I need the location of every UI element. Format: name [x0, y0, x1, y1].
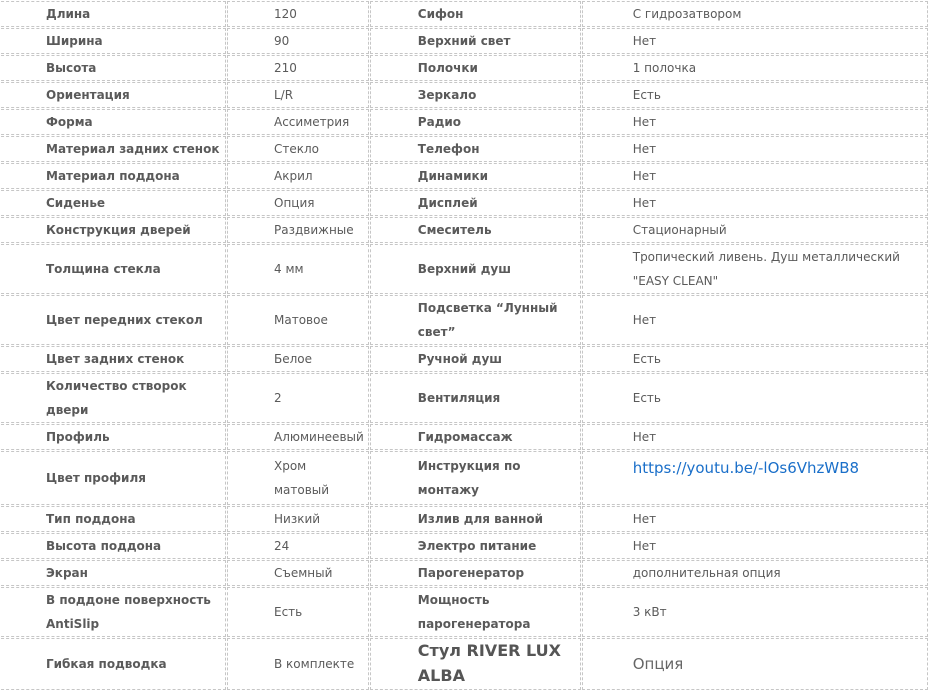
table-row	[0, 28, 928, 54]
spec-value-text: Нет	[632, 115, 657, 129]
spec-value	[227, 136, 369, 162]
table-row	[0, 1, 928, 27]
spec-value	[227, 163, 369, 189]
spec-label-text: Конструкция дверей	[46, 223, 191, 237]
spec-label-text: Радио	[417, 115, 462, 129]
spec-label	[0, 638, 226, 690]
spec-label-text: Экран	[46, 566, 88, 580]
spec-label-text: Толщина стекла	[46, 262, 161, 276]
spec-value-text: Есть	[632, 352, 661, 366]
spec-value-text: Нет	[632, 313, 657, 327]
spec-value	[582, 506, 928, 532]
spec-value-text: Нет	[632, 142, 657, 156]
spec-label	[370, 533, 581, 559]
spec-label-text: Телефон	[417, 142, 480, 156]
table-row	[0, 506, 928, 532]
spec-label-text: Динамики	[417, 169, 489, 183]
spec-label-text: Мощность парогенератора	[417, 593, 531, 631]
spec-value	[582, 28, 928, 54]
spec-label-text: Высота	[46, 61, 97, 75]
spec-value	[227, 217, 369, 243]
spec-label	[0, 190, 226, 216]
spec-value	[227, 424, 369, 450]
spec-value-text: Опция	[632, 654, 684, 673]
table-row	[0, 295, 928, 345]
spec-value	[227, 82, 369, 108]
spec-label-text: Материал задних стенок	[46, 142, 220, 156]
spec-label	[370, 506, 581, 532]
spec-label-text: Полочки	[417, 61, 478, 75]
spec-label	[370, 217, 581, 243]
spec-label	[0, 109, 226, 135]
spec-label	[370, 82, 581, 108]
spec-value	[582, 346, 928, 372]
spec-value-text: Нет	[632, 539, 657, 553]
spec-label-text: Подсветка “Лунный свет”	[417, 301, 558, 339]
spec-label	[0, 136, 226, 162]
table-row	[0, 55, 928, 81]
spec-label-text: Цвет задних стенок	[46, 352, 185, 366]
spec-label	[370, 638, 581, 690]
spec-label-text: Цвет передних стекол	[46, 313, 203, 327]
spec-label-text: Профиль	[46, 430, 110, 444]
spec-value	[227, 373, 369, 423]
spec-label-text: Зеркало	[417, 88, 477, 102]
spec-value-text: Ассиметрия	[274, 115, 350, 129]
spec-label-text: Вентиляция	[417, 391, 501, 405]
spec-value	[227, 560, 369, 586]
spec-label-text: Излив для ванной	[417, 512, 544, 526]
spec-label-text: Цвет профиля	[46, 471, 146, 485]
spec-label	[0, 217, 226, 243]
spec-label-text: Верхний душ	[417, 262, 511, 276]
spec-value	[582, 55, 928, 81]
spec-label	[370, 295, 581, 345]
spec-value	[227, 28, 369, 54]
spec-label-text: Смеситель	[417, 223, 492, 237]
spec-label	[370, 163, 581, 189]
spec-label-text: Верхний свет	[417, 34, 511, 48]
spec-label	[370, 346, 581, 372]
spec-value	[582, 136, 928, 162]
spec-value-text: Нет	[632, 34, 657, 48]
spec-value-text: Белое	[274, 352, 313, 366]
spec-value-text: 90	[274, 34, 290, 48]
spec-label	[370, 136, 581, 162]
spec-value-text: Съемный	[274, 566, 333, 580]
spec-value-text: Стационарный	[632, 223, 727, 237]
spec-label-text: Электро питание	[417, 539, 537, 553]
spec-label-text: Инструкция по монтажу	[417, 459, 521, 497]
spec-value	[582, 109, 928, 135]
spec-value	[582, 82, 928, 108]
spec-label-text: Тип поддона	[46, 512, 136, 526]
spec-label	[370, 560, 581, 586]
spec-value	[227, 109, 369, 135]
spec-value-text: Хром матовый	[274, 459, 330, 497]
spec-label	[0, 587, 226, 637]
table-row	[0, 560, 928, 586]
spec-label	[370, 109, 581, 135]
spec-value-text: 1 полочка	[632, 61, 697, 75]
spec-value	[227, 587, 369, 637]
spec-label	[370, 587, 581, 637]
spec-value-text: 2	[274, 391, 282, 405]
spec-label-text: Гидромассаж	[417, 430, 513, 444]
spec-label-text: Сифон	[417, 7, 464, 21]
spec-label-text: В поддоне поверхность AntiSlip	[46, 593, 211, 631]
table-row	[0, 533, 928, 559]
spec-value	[582, 244, 928, 294]
spec-value-text: Стекло	[274, 142, 320, 156]
spec-label	[370, 424, 581, 450]
spec-label	[370, 373, 581, 423]
spec-value	[227, 244, 369, 294]
spec-value-text: Акрил	[274, 169, 313, 183]
table-row	[0, 587, 928, 637]
spec-value-text: 4 мм	[274, 262, 304, 276]
spec-label	[0, 451, 226, 505]
spec-value-text: Нет	[632, 169, 657, 183]
table-row	[0, 82, 928, 108]
spec-value-text: 24	[274, 539, 290, 553]
spec-value	[582, 424, 928, 450]
spec-value	[227, 55, 369, 81]
spec-value-text: Нет	[632, 196, 657, 210]
spec-label	[0, 82, 226, 108]
spec-value	[582, 295, 928, 345]
spec-label	[0, 560, 226, 586]
spec-label	[370, 244, 581, 294]
spec-label	[0, 533, 226, 559]
spec-label	[0, 55, 226, 81]
spec-label-text: Длина	[46, 7, 91, 21]
table-row	[0, 163, 928, 189]
spec-value-text: 3 кВт	[632, 605, 667, 619]
spec-value	[582, 638, 928, 690]
spec-value	[582, 1, 928, 27]
spec-value	[227, 346, 369, 372]
spec-label-text: Ручной душ	[417, 352, 503, 366]
spec-label	[370, 55, 581, 81]
table-row	[0, 244, 928, 294]
spec-value-text: 210	[274, 61, 297, 75]
spec-value-text: В комплекте	[274, 657, 355, 671]
table-row	[0, 638, 928, 690]
spec-label	[0, 346, 226, 372]
spec-value	[227, 1, 369, 27]
spec-value	[582, 533, 928, 559]
spec-value	[227, 451, 369, 505]
spec-value	[582, 190, 928, 216]
spec-value	[227, 190, 369, 216]
spec-value	[227, 506, 369, 532]
spec-value	[582, 560, 928, 586]
spec-label	[0, 424, 226, 450]
table-row	[0, 217, 928, 243]
spec-label-text: Парогенератор	[417, 566, 525, 580]
spec-value-text: Нет	[632, 430, 657, 444]
spec-value-text: Нет	[632, 512, 657, 526]
table-row	[0, 424, 928, 450]
table-row	[0, 373, 928, 423]
spec-value	[582, 163, 928, 189]
table-row	[0, 109, 928, 135]
table-row	[0, 346, 928, 372]
spec-value-text: 120	[274, 7, 297, 21]
spec-value	[582, 373, 928, 423]
spec-label-text: Ориентация	[46, 88, 130, 102]
spec-label-text: Сиденье	[46, 196, 106, 210]
spec-label	[0, 28, 226, 54]
spec-value-text: Есть	[274, 605, 303, 619]
spec-label-text: Высота поддона	[46, 539, 162, 553]
spec-value-text: Тропический ливень. Душ металлический "EASY CLEAN"	[632, 250, 900, 288]
spec-label	[0, 373, 226, 423]
spec-label-text: Гибкая подводка	[46, 657, 167, 671]
spec-label	[370, 451, 581, 505]
spec-value-text: L/R	[274, 88, 294, 102]
spec-value	[582, 587, 928, 637]
spec-value-text: Алюминеевый	[274, 430, 364, 444]
spec-label	[370, 28, 581, 54]
install-instruction-link[interactable]: https://youtu.be/-lOs6VhzWB8	[632, 459, 860, 477]
spec-value	[582, 451, 928, 505]
spec-label	[0, 244, 226, 294]
spec-value	[227, 295, 369, 345]
spec-label	[370, 190, 581, 216]
table-row	[0, 136, 928, 162]
spec-label-text: Стул RIVER LUX ALBA	[417, 641, 561, 685]
spec-value	[582, 217, 928, 243]
spec-label-text: Форма	[46, 115, 93, 129]
spec-label-text: Количество створок двери	[46, 379, 187, 417]
spec-label-text: Дисплей	[417, 196, 478, 210]
spec-label-text: Материал поддона	[46, 169, 180, 183]
table-row	[0, 451, 928, 505]
spec-label-text: Ширина	[46, 34, 103, 48]
spec-value	[227, 638, 369, 690]
spec-label	[0, 163, 226, 189]
spec-label	[370, 1, 581, 27]
spec-value-text: С гидрозатвором	[632, 7, 742, 21]
spec-value-text: Опция	[274, 196, 315, 210]
spec-label	[0, 295, 226, 345]
spec-value-text: Матовое	[274, 313, 328, 327]
spec-label	[0, 506, 226, 532]
spec-value-text: дополнительная опция	[632, 566, 781, 580]
spec-value-text: Низкий	[274, 512, 321, 526]
spec-label	[0, 1, 226, 27]
table-row	[0, 190, 928, 216]
spec-value-text: Есть	[632, 88, 661, 102]
spec-value	[227, 533, 369, 559]
spec-value-text: Есть	[632, 391, 661, 405]
spec-value-text: Раздвижные	[274, 223, 354, 237]
